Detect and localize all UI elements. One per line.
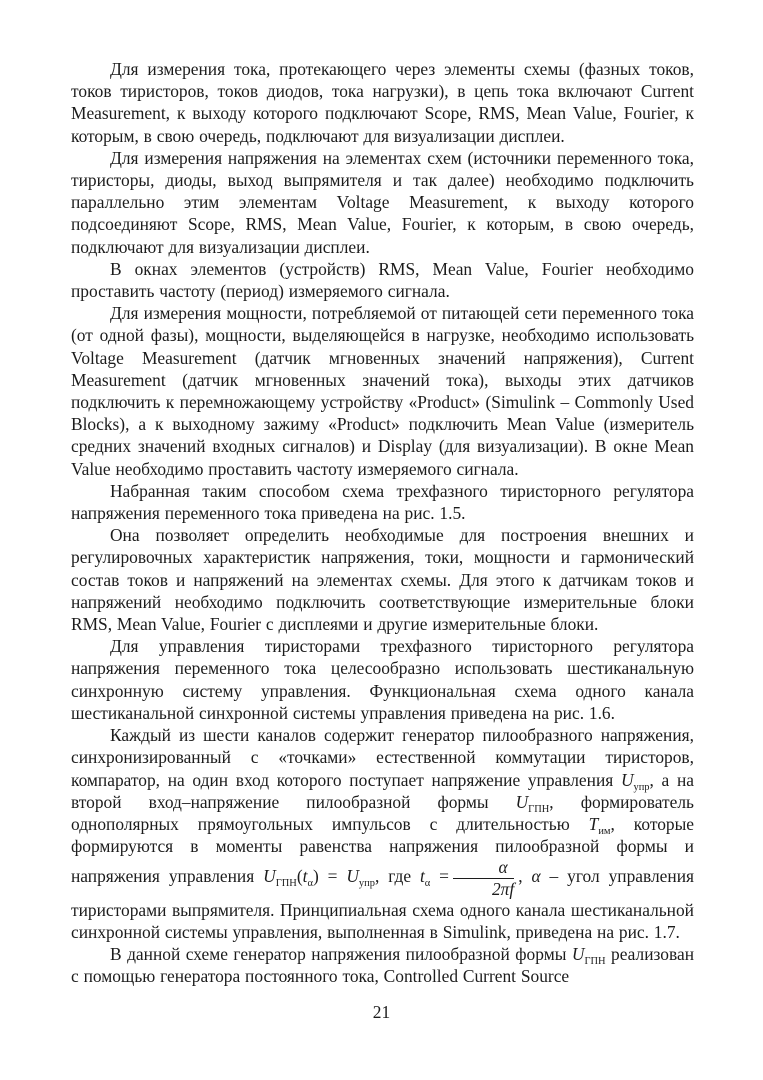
paragraph: Каждый из шести каналов содержит генератор пилообразного напряжения, синхронизированный с «точками» естественной коммутации тиристоров, компаратор, на один вход которого поступает напряжение управления $U_{упр}$, а на второй вход–напряжение пилообразной формы $U_{ГПН}$, формирователь однополярных прямоугольных импульсов с длительностью $T_{им}$, которые формируются в моменты равенства напряжения пилообразной формы и напряжения управления $U_{ГПН}(t_\alpha) = U_{упр}$, где $t_\alpha$ = $\frac{\alpha}{2\pi f}$ , α – угол управления тиристорами выпрямителя. Принципиальная схема одного канала шестиканальной синхронной системы управления, выполненная в Simulink, приведена на рис. 1.7. — [71, 725, 695, 943]
paragraph: Для управления тиристорами трехфазного тиристорного регулятора напряжения переменного тока целесообразно использовать шестиканальную синхронную систему управления. Функциональная схема одного канала шестиканальной синхронной системы управления приведена на рис. 1.6. — [71, 636, 694, 723]
math-variable: $t_\alpha$ — [419, 866, 431, 890]
paragraph: В окнах элементов (устройств) RMS, Mean Value, Fourier необходимо проставить частоту (период) измеряемого сигнала. — [71, 258, 694, 302]
math-variable: $U_{упр}$ — [620, 769, 650, 793]
paragraph: Для измерения тока, протекающего через элементы схемы (фазных токов, токов тиристоров, токов диодов, тока нагрузки), в цепь тока включают Current Measurement, к выходу которого подключают Scope, RMS, Mean Value, Fourier, к которым, в свою очередь, подключают для визуализации дисплеи. — [71, 59, 694, 146]
paragraph: В данной схеме генератор напряжения пилообразной формы $U_{ГПН}$ реализован с помощью генератора постоянного тока, Controlled Current Source — [71, 944, 695, 987]
math-variable: $U_{упр}$ — [346, 866, 375, 890]
math-variable: $T_{им}$ — [588, 813, 611, 838]
paragraph: Она позволяет определить необходимые для построения внешних и регулировочных характеристик напряжения, токи, мощности и гармонический состав токов и напряжений на элементах схемы. Для этого к датчикам токов и напряжений необходимо подключить соответствующие измерительные блоки RMS, Mean Value, Fourier с дисплеями и другие измерительные блоки. — [71, 525, 694, 635]
math-variable: $U_{ГПН}$ — [515, 791, 550, 815]
math-variable: $t_\alpha$ — [302, 866, 313, 890]
math-variable: $U_{ГПН}$ — [263, 866, 297, 890]
paragraph: Для измерения напряжения на элементах схем (источники переменного тока, тиристоры, диоды, выход выпрямителя и так далее) необходимо подключить параллельно этим элементам Voltage Measurement, к выходу которого подсоединяют Scope, RMS, Mean Value, Fourier, к которым, в свою очередь, подключают для визуализации дисплеи. — [71, 147, 694, 257]
page-number: 21 — [372, 1002, 391, 1022]
paragraph: Набранная таким способом схема трехфазного тиристорного регулятора напряжения переменного тока приведена на рис. 1.5. — [71, 480, 694, 524]
math-fraction: $\frac{\alpha}{2\pi f}$ — [453, 858, 514, 898]
paragraph: Для измерения мощности, потребляемой от питающей сети переменного тока (от одной фазы), мощности, выделяющейся в нагрузке, необходимо использовать Voltage Measurement (датчик мгновенных значений напряжения), Current Measurement (датчик мгновенных значений тока), выходы этих датчиков подключить к перемножающему устройству «Product» (Simulink – Commonly Used Blocks), а к выходному зажиму «Product» подключить Mean Value (измеритель средних значений входных сигналов) и Display (для визуализации). В окне Mean Value необходимо проставить частоту измеряемого сигнала. — [71, 303, 694, 479]
math-variable: α — [531, 866, 541, 887]
text-block — [71, 58, 694, 988]
math-variable: $U_{ГПН}$ — [571, 944, 606, 968]
